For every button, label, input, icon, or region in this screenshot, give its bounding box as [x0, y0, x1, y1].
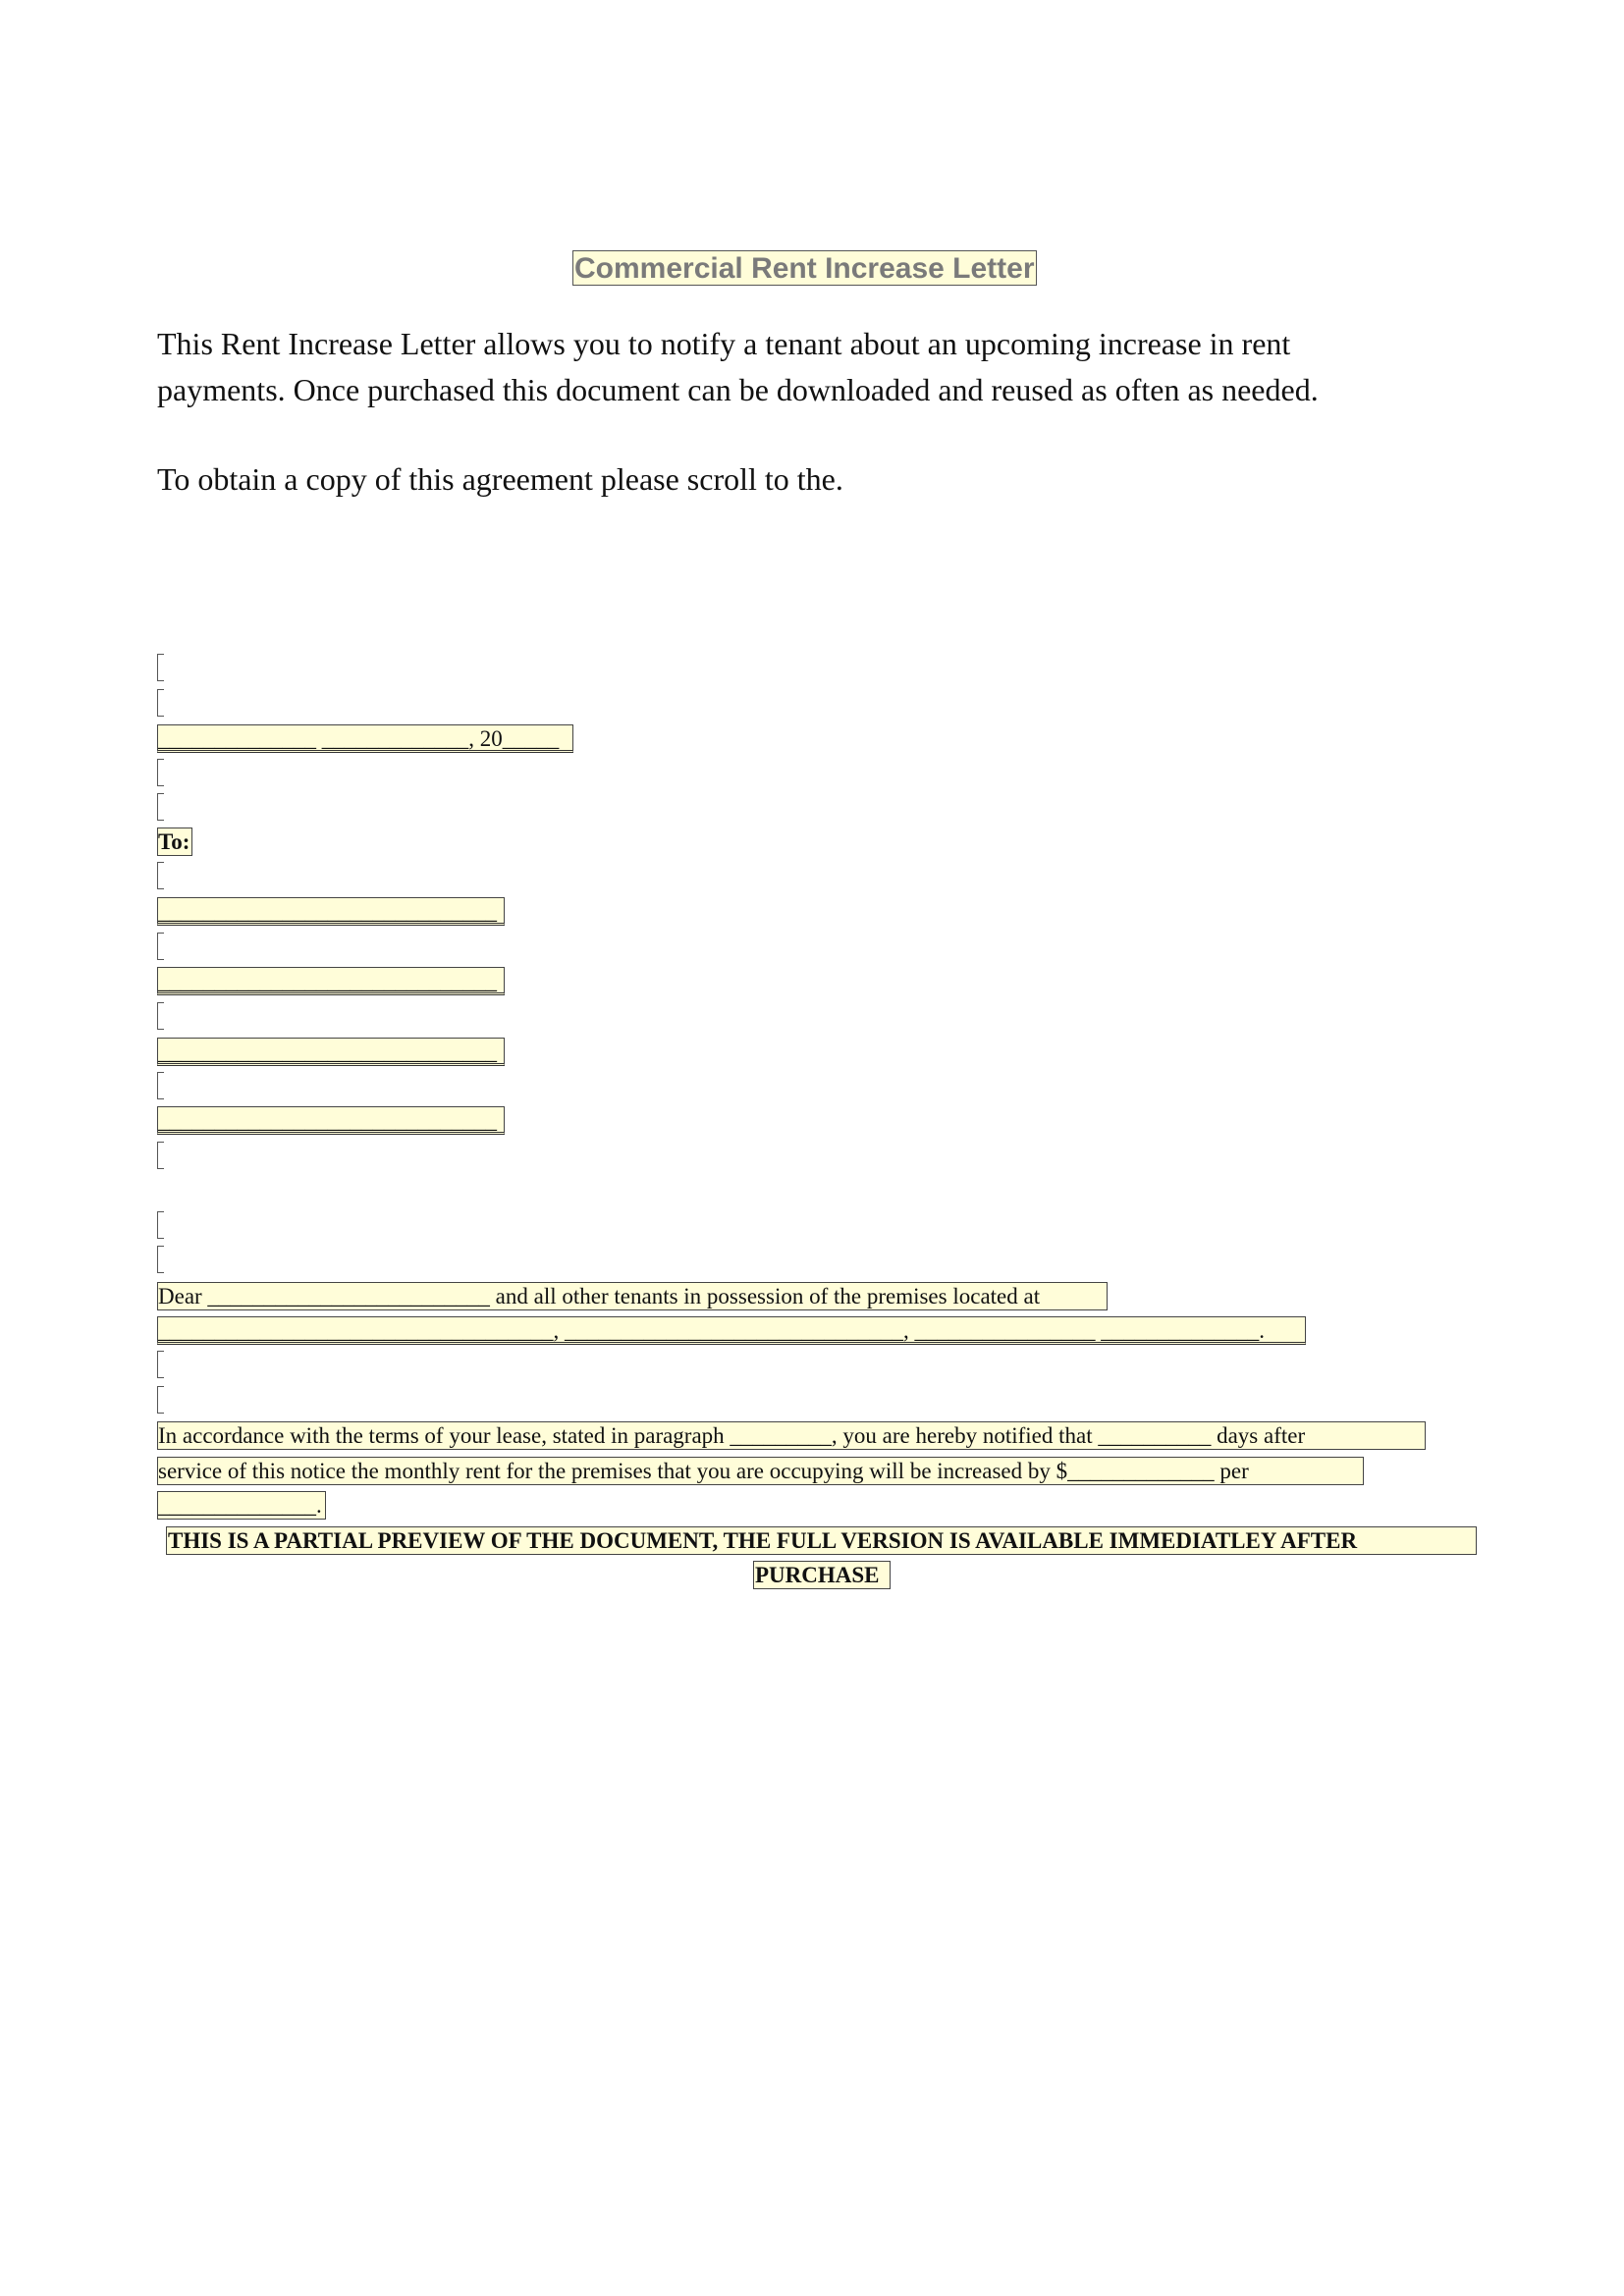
body-line-1[interactable]: In accordance with the terms of your lease, stated in paragraph _________, you are hereby notified that __________ days after — [157, 1421, 1426, 1450]
field-marker — [157, 1002, 164, 1030]
intro-line-1: This Rent Increase Letter allows you to notify a tenant about an upcoming increase in rent — [157, 326, 1291, 361]
preview-notice-line-1: THIS IS A PARTIAL PREVIEW OF THE DOCUMENT, THE FULL VERSION IS AVAILABLE IMMEDIATLEY AFTER — [166, 1526, 1477, 1555]
field-marker — [157, 1072, 164, 1099]
field-marker — [157, 862, 164, 889]
field-marker — [157, 933, 164, 960]
intro-line-2: payments. Once purchased this document can be downloaded and reused as often as needed. — [157, 372, 1319, 407]
body-line-2[interactable]: service of this notice the monthly rent for the premises that you are occupying will be increased by $_____________ per — [157, 1457, 1364, 1485]
recipient-address-line-4[interactable]: ______________________________ — [157, 1106, 505, 1135]
field-marker — [157, 1386, 164, 1414]
to-label: To: — [157, 828, 192, 856]
intro-line-3: To obtain a copy of this agreement please scroll to the. — [157, 461, 843, 497]
date-field[interactable]: ______________ _____________, 20_____ — [157, 724, 573, 753]
recipient-address-line-2[interactable]: ______________________________ — [157, 967, 505, 995]
premises-address-line[interactable]: ___________________________________, ______________________________, ________________ ______________. — [157, 1316, 1306, 1345]
document-title: Commercial Rent Increase Letter — [574, 252, 1035, 285]
field-marker — [157, 1246, 164, 1273]
field-marker — [157, 759, 164, 786]
field-marker — [157, 654, 164, 681]
recipient-address-line-1[interactable]: ______________________________ — [157, 897, 505, 926]
field-marker — [157, 1142, 164, 1169]
dear-line[interactable]: Dear _________________________ and all other tenants in possession of the premises located at — [157, 1282, 1108, 1310]
recipient-address-line-3[interactable]: ______________________________ — [157, 1038, 505, 1066]
field-marker — [157, 1211, 164, 1239]
field-marker — [157, 1351, 164, 1378]
field-marker — [157, 689, 164, 717]
field-marker — [157, 793, 164, 821]
body-line-3[interactable]: ______________. — [157, 1491, 326, 1520]
preview-notice-line-2: PURCHASE — [753, 1561, 891, 1589]
